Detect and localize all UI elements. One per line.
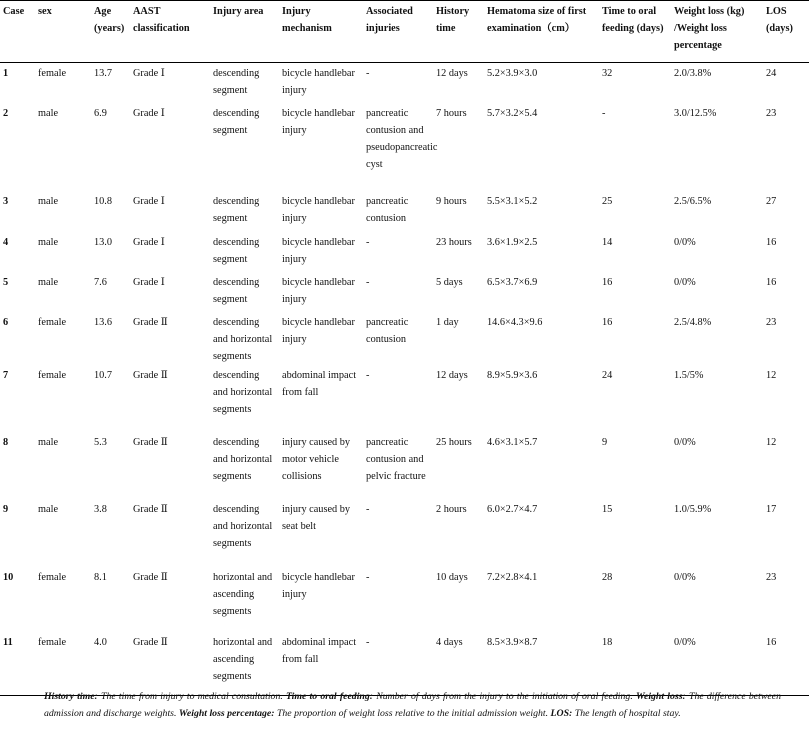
table-header-row [0,1,809,63]
table-cell: descending and horizontal segments [213,503,273,549]
table-cell: 17 [766,503,777,515]
table-cell: horizontal and ascending segments [213,571,273,617]
case-number-cell: 5 [3,276,9,288]
table-cell: 23 [766,316,777,328]
table-cell: descending segment [213,107,260,136]
table-cell: bicycle handlebar injury [282,276,355,305]
table-cell: 0/0% [671,632,763,696]
column-header: AAST classification [130,1,210,63]
table-cell: 4 days [433,632,484,696]
table-cell: 5 days [436,276,463,288]
table-cell: 9 [602,436,608,448]
table-cell: - [366,503,370,515]
table-cell: descending segment [213,276,260,305]
table-cell: 7 hours [436,107,467,119]
table-cell: - [363,632,433,696]
column-header: sex [35,1,91,63]
table-cell: bicycle handlebar injury [282,571,355,600]
column-header: Time to oral feeding (days) [599,1,671,63]
case-number-cell: 2 [3,107,9,119]
table-cell: 13.0 [94,236,113,248]
table-cell: 2.0/3.8% [674,68,712,79]
table-cell: 8.5×3.9×8.7 [484,632,599,696]
table-cell: Grade Ⅱ [133,316,168,328]
table-cell: bicycle handlebar injury [282,195,355,224]
table-cell: injury caused by motor vehicle collisions [282,436,351,482]
table-body [0,63,809,696]
table-cell: 4.6×3.1×5.7 [487,436,538,448]
table-cell: 8.9×5.9×3.6 [487,369,538,381]
table-cell: descending and horizontal segments [213,369,273,415]
table-cell: abdominal impact from fall [279,632,363,696]
table-cell: 1.0/5.9% [674,503,712,515]
table-row [0,103,809,191]
table-cell: 16 [766,236,777,248]
case-number-cell: 1 [3,68,9,79]
case-number-cell: 10 [3,571,14,583]
table-cell: 7.2×2.8×4.1 [487,571,538,583]
table-cell: - [366,68,370,79]
table-cell: - [366,369,370,381]
table-cell: 13.6 [94,316,113,328]
table-cell: male [38,195,59,207]
table-cell: 32 [602,68,613,79]
table-cell: 5.7×3.2×5.4 [487,107,538,119]
table-cell: 2.5/4.8% [674,316,712,328]
case-number-cell: 9 [3,503,9,515]
table-cell: horizontal and ascending segments [210,632,279,696]
table-cell: 5.2×3.9×3.0 [487,68,538,79]
table-row [0,432,809,499]
table-cell: male [38,436,59,448]
table-cell: bicycle handlebar injury [282,107,355,136]
table-cell: Grade Ⅱ [133,436,168,448]
table-cell: 16 [766,276,777,288]
table-cell: 2.5/6.5% [674,195,712,207]
table-cell: 14 [602,236,613,248]
table-cell: 6.9 [94,107,107,119]
footnote-definition: The time from injury to medical consultation. [97,691,286,702]
table-cell: 13.7 [94,68,113,79]
table-cell: 3.0/12.5% [674,107,717,119]
table-cell: 24 [766,68,777,79]
table-cell: 25 hours [436,436,472,448]
table-cell: 12 [766,369,777,381]
footnote-term: History time: [44,691,98,702]
table-cell: pancreatic contusion and pelvic fracture [366,436,426,482]
table-cell: Grade Ⅰ [133,68,165,79]
table-cell: female [38,571,67,583]
column-header: Hematoma size of first examination（cm） [484,1,599,63]
table-cell: 7.6 [94,276,107,288]
table-cell: 0/0% [674,236,696,248]
column-header: Injury area [210,1,279,63]
table-cell: 3.6×1.9×2.5 [487,236,538,248]
table-cell: Grade Ⅱ [133,571,168,583]
table-cell: Grade Ⅰ [133,195,165,207]
column-header: History time [433,1,484,63]
table-cell: injury caused by seat belt [282,503,351,532]
table-cell: abdominal impact from fall [282,369,357,398]
table-cell: Grade Ⅰ [133,276,165,288]
footnote-term: Weight loss: [635,691,686,702]
table-row [0,191,809,232]
table-cell: 1 day [436,316,459,328]
column-header: LOS (days) [763,1,809,63]
table-cell: descending and horizontal segments [213,436,273,482]
table-cell: 27 [766,195,777,207]
table-cell: Grade Ⅰ [133,107,165,119]
table-cell: 8.1 [94,571,107,583]
table-cell: - [366,276,370,288]
table-row [0,272,809,312]
table-cell: 10 days [436,571,468,583]
table-cell: 16 [602,276,613,288]
table-footnote [0,689,789,722]
table-cell: 0/0% [674,436,696,448]
table-cell: 10.8 [94,195,113,207]
table-cell: female [35,632,91,696]
table-cell: descending segment [213,68,260,96]
table-cell: 23 [766,107,777,119]
footnote-definition: Number of days from the injury to the initiation of oral feeding. [373,691,636,702]
column-header: Case [0,1,35,63]
table-row [0,63,809,103]
table-cell: female [38,68,67,79]
footnote-term: Weight loss percentage: [178,707,275,719]
column-header: Injury mechanism [279,1,363,63]
column-header: Associated injuries [363,1,433,63]
table-cell: male [38,107,59,119]
table-cell: 14.6×4.3×9.6 [487,316,543,328]
table-cell: 24 [602,369,613,381]
table-cell: 16 [602,316,613,328]
table-cell: 4.0 [91,632,130,696]
table-cell: - [366,236,370,248]
case-number-cell: 11 [0,632,35,696]
table-cell: 9 hours [436,195,467,207]
table-cell: male [38,503,59,515]
table-cell: 3.8 [94,503,107,515]
table-cell: bicycle handlebar injury [282,316,355,345]
footnote-term: LOS: [550,707,573,719]
footnote-definition: The proportion of weight loss relative to the initial admission weight. [274,707,551,719]
footnote-definition: The difference between admission and discharge weights. [44,691,781,719]
table-cell: - [366,571,370,583]
table-cell: 2 hours [436,503,467,515]
case-number-cell: 4 [3,236,9,248]
table-cell: 5.5×3.1×5.2 [487,195,538,207]
table-row [0,632,809,696]
column-header: Age (years) [91,1,130,63]
table-cell: 12 days [436,369,468,381]
table-cell: Grade Ⅱ [133,503,168,515]
table-row [0,499,809,567]
footnote-definition: The length of hospital stay. [572,707,681,719]
table-cell: 15 [602,503,613,515]
table-cell: bicycle handlebar injury [282,68,355,96]
footnote-term: Time to oral feeding: [286,691,374,702]
table-cell: 6.0×2.7×4.7 [487,503,538,515]
table-cell: pancreatic contusion and pseudopancreatic cyst [366,107,438,170]
table-cell: 5.3 [94,436,107,448]
table-cell: 18 [599,632,671,696]
table-cell: descending segment [213,195,260,224]
table-cell: 0/0% [674,571,696,583]
table-cell: 1.5/5% [674,369,704,381]
case-number-cell: 8 [3,436,9,448]
table-row [0,232,809,272]
table-cell: 23 hours [436,236,472,248]
table-cell: Grade Ⅱ [130,632,210,696]
table-cell: 12 days [436,68,468,79]
table-row [0,365,809,432]
table-cell: Grade Ⅱ [133,369,168,381]
table-cell: 10.7 [94,369,113,381]
column-header: Weight loss (kg) /Weight loss percentage [671,1,763,63]
table-cell: bicycle handlebar injury [282,236,355,265]
table-cell: 25 [602,195,613,207]
table-cell: female [38,316,67,328]
case-number-cell: 6 [3,316,9,328]
case-number-cell: 7 [3,369,9,381]
table-cell: 16 [763,632,809,696]
table-cell: 12 [766,436,777,448]
table-row [0,312,809,365]
table-cell: pancreatic contusion [366,195,409,224]
table-cell: Grade Ⅰ [133,236,165,248]
table-cell: descending segment [213,236,260,265]
table-cell: 0/0% [674,276,696,288]
table-cell: 28 [602,571,613,583]
table-cell: descending and horizontal segments [213,316,273,362]
table-cell: male [38,236,59,248]
case-number-cell: 3 [3,195,9,207]
table-row [0,567,809,632]
table-cell: female [38,369,67,381]
table-cell: male [38,276,59,288]
table-cell: pancreatic contusion [366,316,409,345]
table-cell: 6.5×3.7×6.9 [487,276,538,288]
table-cell: - [602,107,606,119]
table-cell: 23 [766,571,777,583]
